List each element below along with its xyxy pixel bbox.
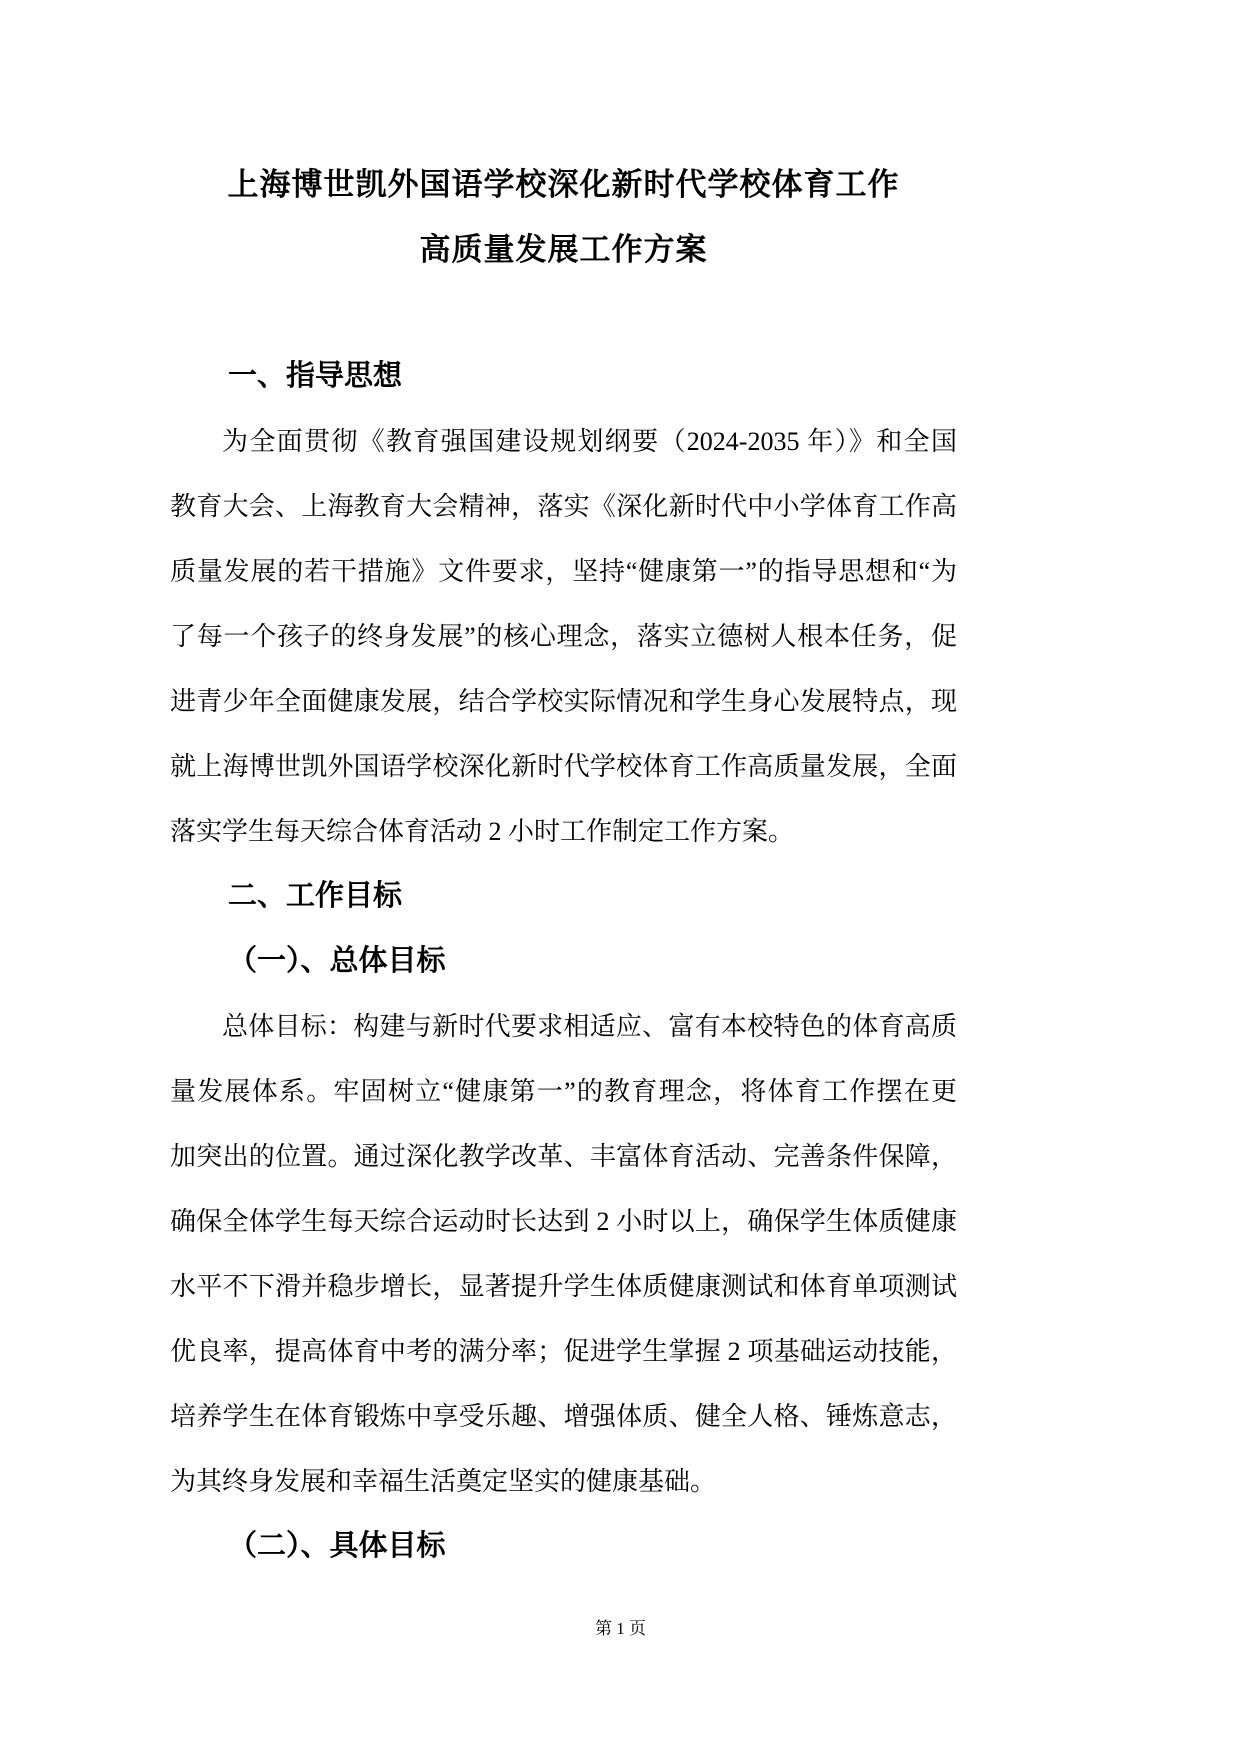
text-line: 进青少年全面健康发展，结合学校实际情况和学生身心发展特点，现 (170, 687, 957, 716)
heading-specific-goals: （二）、具体目标 (228, 1530, 446, 1562)
text-line: 落实学生每天综合体育活动 2 小时工作制定工作方案。 (170, 817, 795, 846)
paragraph-guiding-ideology (170, 409, 957, 864)
heading-work-goals: 二、工作目标 (228, 880, 403, 912)
document-content (170, 0, 957, 1579)
paragraph-overall-goal (170, 994, 957, 1514)
text-line: 为全面贯彻《教育强国建设规划纲要（2024-2035 年）》和全国 (222, 427, 957, 456)
text-line: 加突出的位置。通过深化教学改革、丰富体育活动、完善条件保障， (170, 1142, 957, 1171)
text-line: 质量发展的若干措施》文件要求，坚持“健康第一”的指导思想和“为 (170, 557, 957, 586)
text-line: 教育大会、上海教育大会精神，落实《深化新时代中小学体育工作高 (170, 492, 957, 521)
text-line: 优良率，提高体育中考的满分率；促进学生掌握 2 项基础运动技能， (170, 1337, 957, 1366)
text-line: 量发展体系。牢固树立“健康第一”的教育理念，将体育工作摆在更 (170, 1077, 957, 1106)
page-number: 第 1 页 (595, 1619, 646, 1638)
text-line: 确保全体学生每天综合运动时长达到 2 小时以上，确保学生体质健康 (170, 1207, 957, 1236)
document-title (170, 152, 957, 282)
text-line: 了每一个孩子的终身发展”的核心理念，落实立德树人根本任务，促 (170, 622, 957, 651)
heading-overall-goal: （一）、总体目标 (228, 945, 446, 977)
text-line: 就上海博世凯外国语学校深化新时代学校体育工作高质量发展，全面 (170, 752, 957, 781)
text-line: 水平不下滑并稳步增长，显著提升学生体质健康测试和体育单项测试 (170, 1272, 957, 1301)
text-line: 培养学生在体育锻炼中享受乐趣、增强体质、健全人格、锤炼意志， (170, 1402, 957, 1431)
title-line-2: 高质量发展工作方案 (419, 232, 708, 267)
text-line: 总体目标：构建与新时代要求相适应、富有本校特色的体育高质 (222, 1012, 957, 1041)
heading-guiding-ideology: 一、指导思想 (228, 360, 403, 392)
text-line: 为其终身发展和幸福生活奠定坚实的健康基础。 (170, 1467, 717, 1496)
title-line-1: 上海博世凯外国语学校深化新时代学校体育工作 (227, 167, 900, 202)
